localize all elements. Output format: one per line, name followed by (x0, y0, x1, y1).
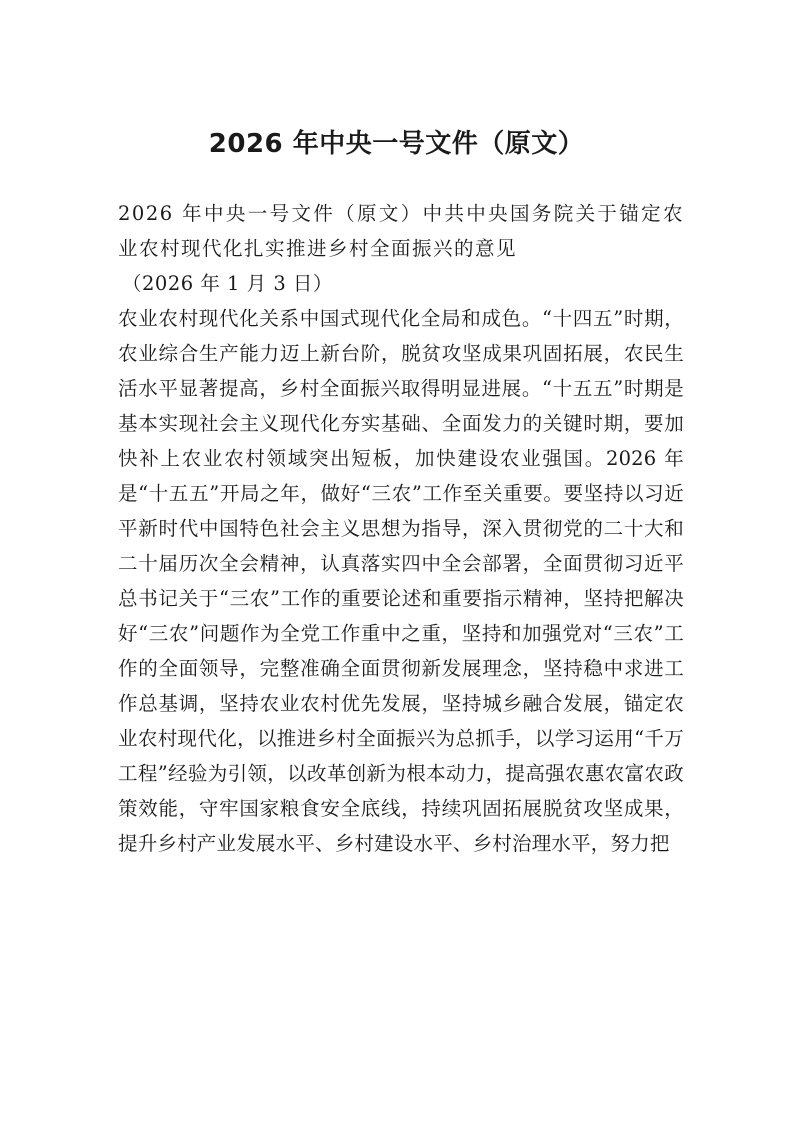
document-body (118, 196, 684, 861)
body-paragraph: 农业农村现代化关系中国式现代化全局和成色。“十四五”时期，农业综合生产能力迈上新台阶，脱贫攻坚成果巩固拓展，农民生活水平显著提高，乡村全面振兴取得明显进展。“十五五”时期是基本实现社会主义现代化夯实基础、全面发力的关键时期，要加快补上农业农村领域突出短板，加快建设农业强国。2026 年是“十五五”开局之年，做好“三农”工作至关重要。要坚持以习近平新时代中国特色社会主义思想为指导，深入贯彻党的二十大和二十届历次全会精神，认真落实四中全会部署，全面贯彻习近平总书记关于“三农”工作的重要论述和重要指示精神，坚持把解决好“三农”问题作为全党工作重中之重，坚持和加强党对“三农”工作的全面领导，完整准确全面贯彻新发展理念，坚持稳中求进工作总基调，坚持农业农村优先发展，坚持城乡融合发展，锚定农业农村现代化，以推进乡村全面振兴为总抓手，以学习运用“千万工程”经验为引领，以改革创新为根本动力，提高强农惠农富农政策效能，守牢国家粮食安全底线，持续巩固拓展脱贫攻坚成果，提升乡村产业发展水平、乡村建设水平、乡村治理水平，努力把 (118, 307, 684, 855)
document-date: （2026 年 1 月 3 日） (122, 272, 333, 295)
document-title: 2026 年中央一号文件（原文） (208, 129, 585, 159)
document-subtitle: 2026 年中央一号文件（原文）中共中央国务院关于锚定农业农村现代化扎实推进乡村全面振兴的意见 (118, 202, 684, 260)
